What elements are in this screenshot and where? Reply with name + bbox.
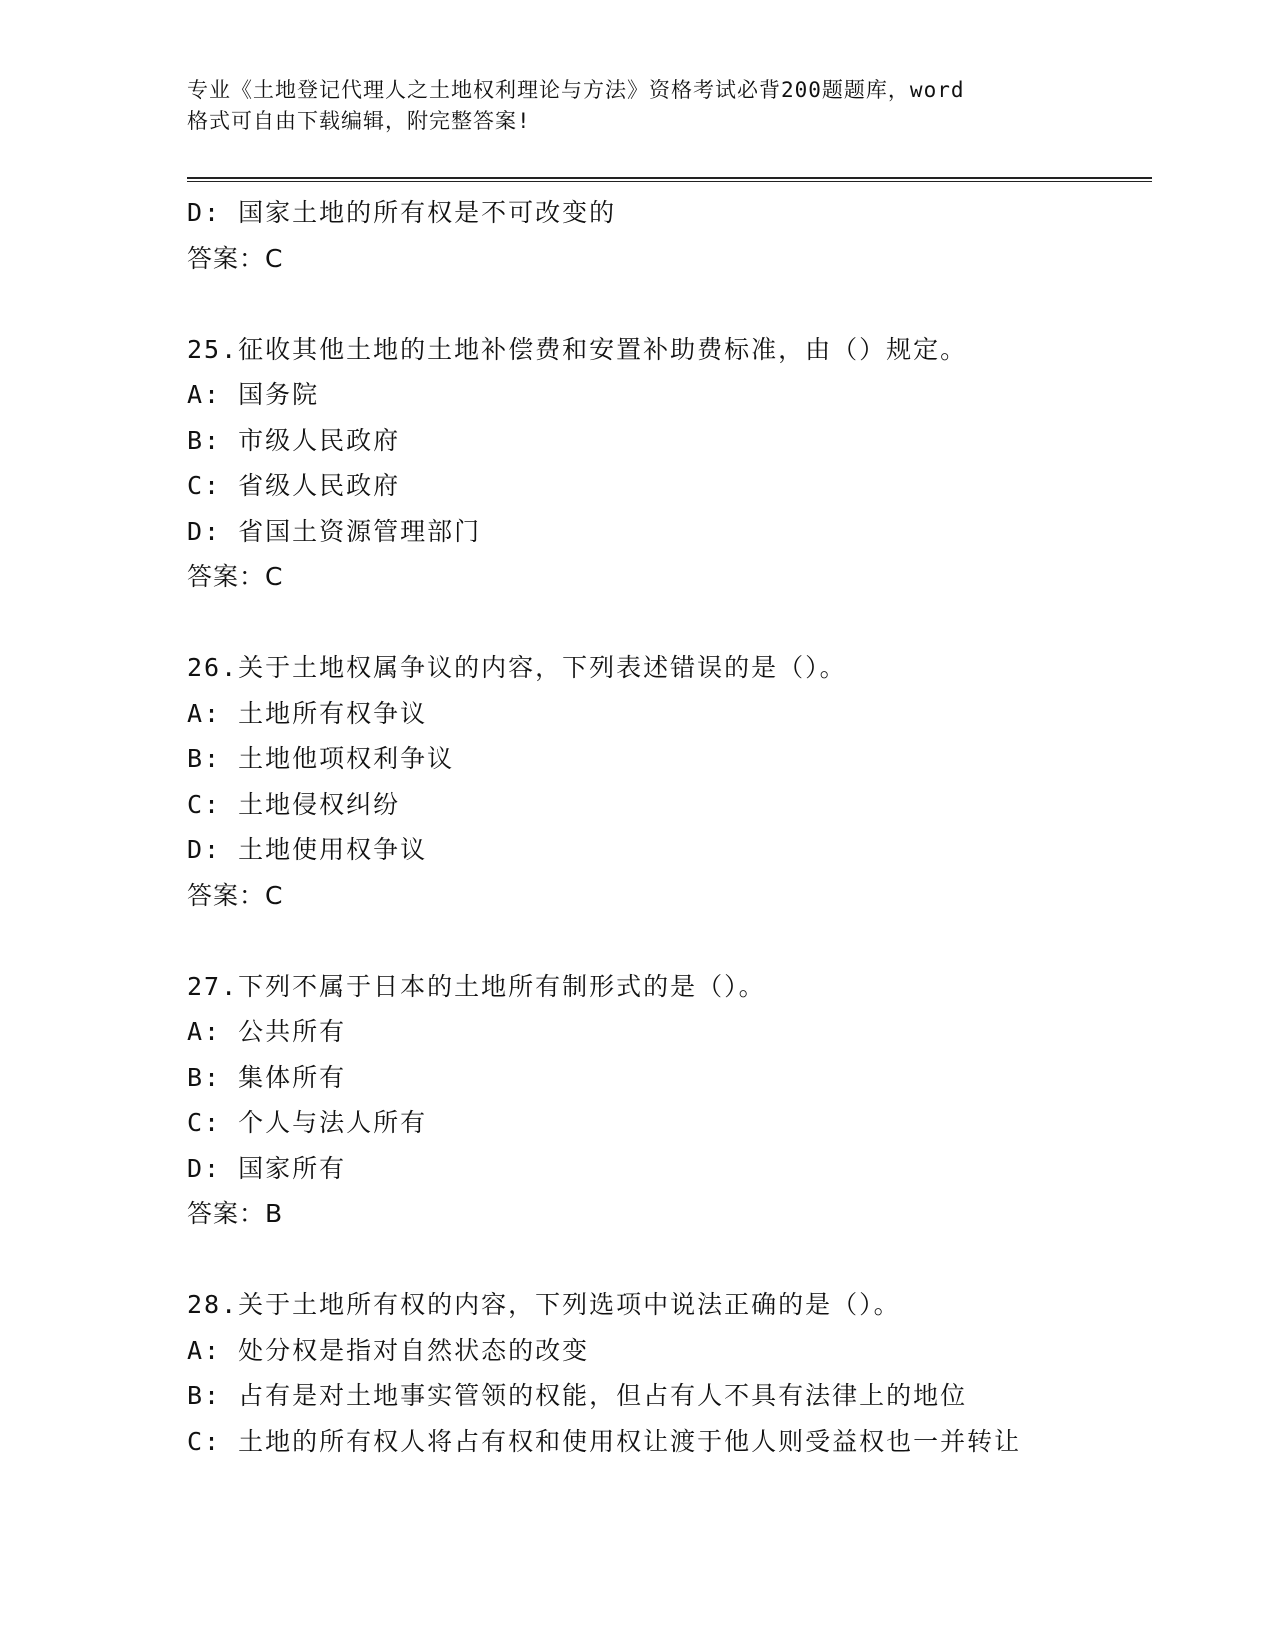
option-c: C: 省级人民政府 [187, 471, 401, 500]
header-title-line-2: 格式可自由下载编辑，附完整答案! [187, 109, 531, 133]
spacer [187, 1237, 1152, 1283]
question-25: 25.征收其他土地的土地补偿费和安置补助费标准，由（）规定。 [187, 334, 968, 364]
option-b: B: 集体所有 [187, 1062, 347, 1092]
header-divider [187, 177, 1152, 182]
option-b: B: 土地他项权利争议 [187, 744, 455, 773]
option-b: B: 占有是对土地事实管领的权能，但占有人不具有法律上的地位 [187, 1381, 968, 1410]
answer: 答案：C [187, 880, 284, 910]
answer: 答案：C [187, 243, 284, 273]
answer: 答案：C [187, 562, 284, 591]
document-header [187, 75, 1087, 137]
option-d: D: 土地使用权争议 [187, 835, 428, 864]
option-a: A: 国务院 [187, 380, 320, 409]
option-d: D: 国家土地的所有权是不可改变的 [187, 198, 617, 227]
option-b: B: 市级人民政府 [187, 425, 401, 455]
option-c: C: 个人与法人所有 [187, 1108, 428, 1137]
option-d: D: 省国土资源管理部门 [187, 516, 482, 546]
header-title-line-1: 专业《土地登记代理人之土地权利理论与方法》资格考试必背200题题库，word [187, 78, 965, 102]
option-a: A: 土地所有权争议 [187, 698, 428, 728]
question-26: 26.关于土地权属争议的内容，下列表述错误的是（）。 [187, 653, 847, 682]
spacer [187, 918, 1152, 964]
question-27: 27.下列不属于日本的土地所有制形式的是（）。 [187, 971, 766, 1001]
option-c: C: 土地的所有权人将占有权和使用权让渡于他人则受益权也一并转让 [187, 1426, 1022, 1456]
question-28: 28.关于土地所有权的内容，下列选项中说法正确的是（）。 [187, 1290, 901, 1319]
question-list [187, 190, 1152, 1464]
spacer [187, 600, 1152, 646]
spacer [187, 281, 1152, 327]
option-d: D: 国家所有 [187, 1153, 347, 1183]
option-a: A: 公共所有 [187, 1017, 347, 1046]
option-a: A: 处分权是指对自然状态的改变 [187, 1335, 590, 1365]
option-c: C: 土地侵权纠纷 [187, 789, 401, 819]
answer: 答案：B [187, 1199, 284, 1228]
